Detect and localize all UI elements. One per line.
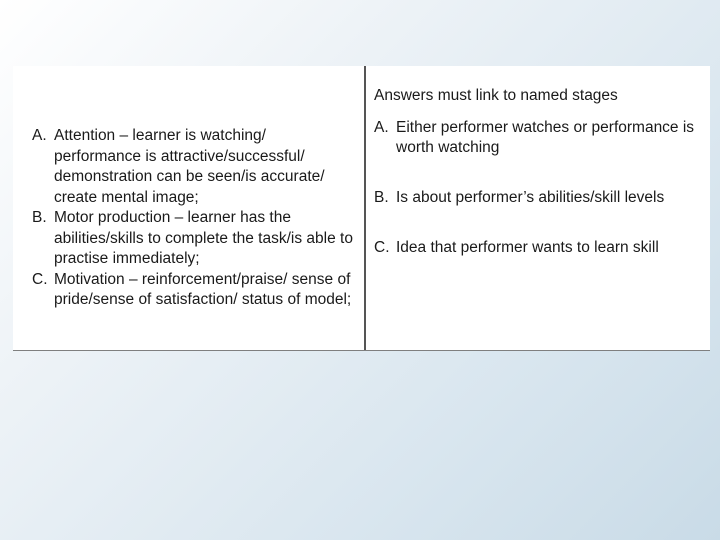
item-marker: C. [374,239,390,256]
item-text: Motor production – learner has the abilities/skills to complete the task/is able to practise immediately; [54,209,353,267]
list-item-c [32,270,357,311]
guidance-item-c [374,238,706,259]
guidance-item-a [374,118,706,159]
item-marker: A. [374,118,389,136]
item-text: Either performer watches or performance is worth watching [396,118,695,156]
guidance-heading: Answers must link to named stages [374,87,618,104]
item-text: Idea that performer wants to learn skill [396,239,659,256]
item-marker: A. [32,127,47,144]
item-text: Motivation – reinforcement/praise/ sense of pride/sense of satisfaction/ status of model; [54,270,352,308]
indicative-content-column [32,126,357,311]
column-divider [364,66,366,350]
guidance-item-b [374,188,706,209]
list-item-b [32,208,357,270]
item-marker: C. [32,270,48,288]
marking-guidance-column [374,86,706,259]
item-marker: B. [32,209,47,226]
item-text: Attention – learner is watching/ performance is attractive/successful/ demonstration can be seen/is accurate/ create mental image; [54,127,325,206]
item-marker: B. [374,188,389,206]
list-item-a [32,126,357,208]
mark-scheme-table [13,66,710,351]
item-text: Is about performer’s abilities/skill levels [396,188,665,206]
